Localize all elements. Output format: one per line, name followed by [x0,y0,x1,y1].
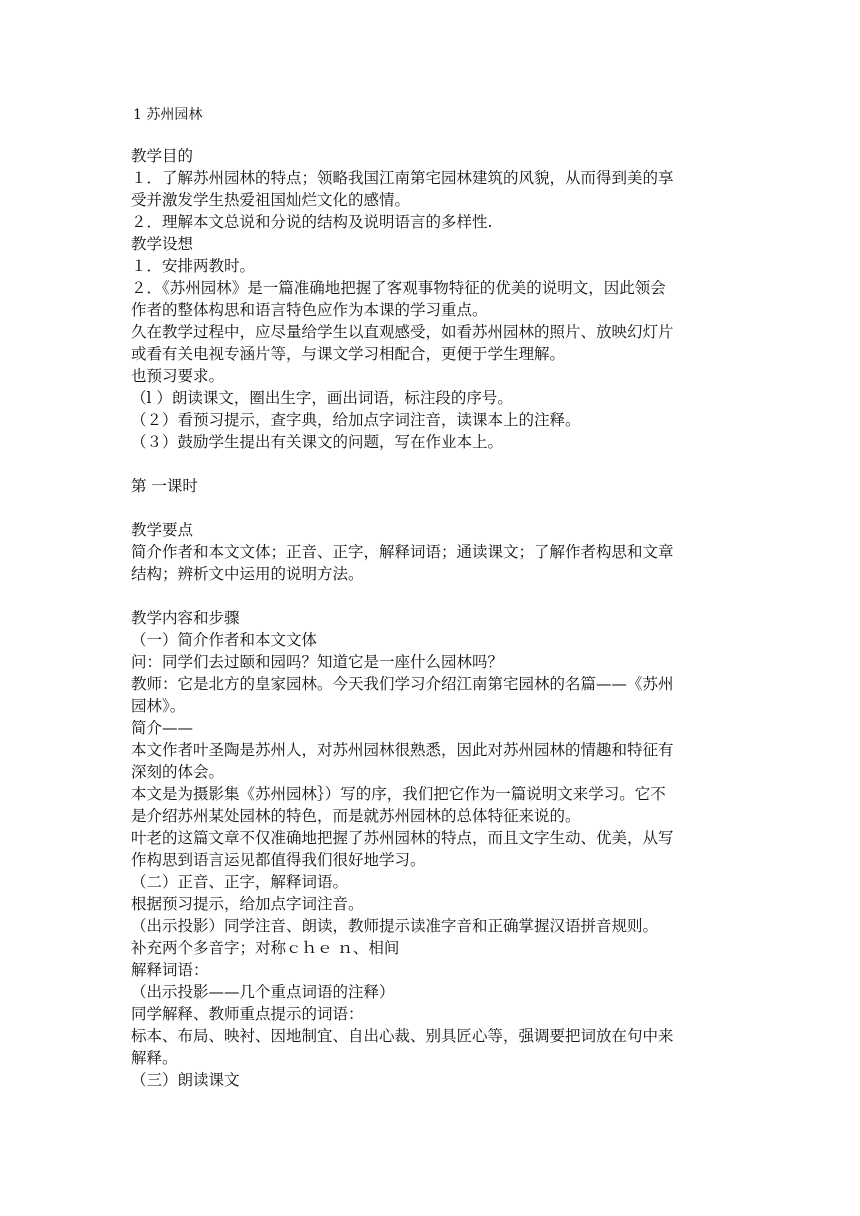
blank-line [131,585,731,607]
text-line: 简介—— [131,719,194,737]
text-line: （二）正音、正字，解释词语。 [131,873,349,891]
text-line: 结构；辨析文中运用的说明方法。 [131,565,364,583]
text-line: 本文作者叶圣陶是苏州人，对苏州园林很熟悉，因此对苏州园林的情趣和特征有 [131,741,674,759]
text-line: 作者的整体构思和语言特色应作为本课的学习重点。 [131,301,488,319]
text-line: （出示投影——几个重点词语的注释） [131,983,395,1001]
text-line: １．了解苏州园林的特点；领略我国江南第宅园林建筑的风貌，从而得到美的享 [131,169,674,187]
text-line: （三）朗读课文 [131,1071,240,1089]
text-line: 补充两个多音字；对称ｃｈｅ ｎ、相间 [131,939,400,957]
text-line: 解释。 [131,1049,178,1067]
blank-line [131,453,731,475]
text-line: （l ）朗读课文，圈出生字，画出词语，标注段的序号。 [131,389,513,407]
text-line: 本文是为摄影集《苏州园林｝）写的序，我们把它作为一篇说明文来学习。它不 [131,785,666,803]
text-line: 简介作者和本文文体；正音、正字，解释词语；通读课文；了解作者构思和文章 [131,543,674,561]
text-line: （３）鼓励学生提出有关课文的问题，写在作业本上。 [131,433,504,451]
document-title: 1 苏州园林 [133,107,203,123]
text-line: 解释词语： [131,961,209,979]
text-line: 深刻的体会。 [131,763,225,781]
text-line: ２．《苏州园林》是一篇准确地把握了客观事物特征的优美的说明文，因此领会 [131,279,666,297]
text-line: 教师：它是北方的皇家园林。今天我们学习介绍江南第宅园林的名篇——《苏州 [131,675,674,693]
text-line: 作构思到语言运见都值得我们很好地学习。 [131,851,426,869]
text-line: 也预习要求。 [131,367,225,385]
text-line: 问：同学们去过颐和园吗？知道它是一座什么园林吗？ [131,653,504,671]
text-line: 教学内容和步骤 [131,609,240,627]
text-line: 教学目的 [131,147,194,165]
text-line: 受并激发学生热爱祖国灿烂文化的感情。 [131,191,411,209]
text-line: 教学设想 [131,235,194,253]
text-line: 同学解释、教师重点提示的词语： [131,1005,364,1023]
text-line: １．安排两教时。 [131,257,256,275]
text-line: ２．理解本文总说和分说的结构及说明语言的多样性. [131,213,493,231]
document-body [131,145,731,1091]
text-line: 是介绍苏州某处园林的特色，而是就苏州园林的总体特征来说的。 [131,807,581,825]
text-line: 叶老的这篇文章不仅准确地把握了苏州园林的特点，而且文字生动、优美，从写 [131,829,674,847]
text-line: 第 一课时 [131,477,198,495]
text-line: （出示投影）同学注音、朗读，教师提示读准字音和正确掌握汉语拼音规则。 [131,917,659,935]
text-line: 根据预习提示，给加点字词注音。 [131,895,364,913]
text-line: 园林》。 [131,697,186,715]
text-line: （２）看预习提示，查字典，给加点字词注音，读课本上的注释。 [131,411,581,429]
text-line: （一）简介作者和本文文体 [131,631,318,649]
text-line: 久在教学过程中，应尽量给学生以直观感受，如看苏州园林的照片、放映幻灯片 [131,323,674,341]
text-line: 或看有关电视专涵片等，与课文学习相配合，更便于学生理解。 [131,345,566,363]
text-line: 教学要点 [131,521,194,539]
blank-line [131,497,731,519]
text-line: 标本、布局、映衬、因地制宜、自出心裁、别具匠心等，强调要把词放在句中来 [131,1027,674,1045]
